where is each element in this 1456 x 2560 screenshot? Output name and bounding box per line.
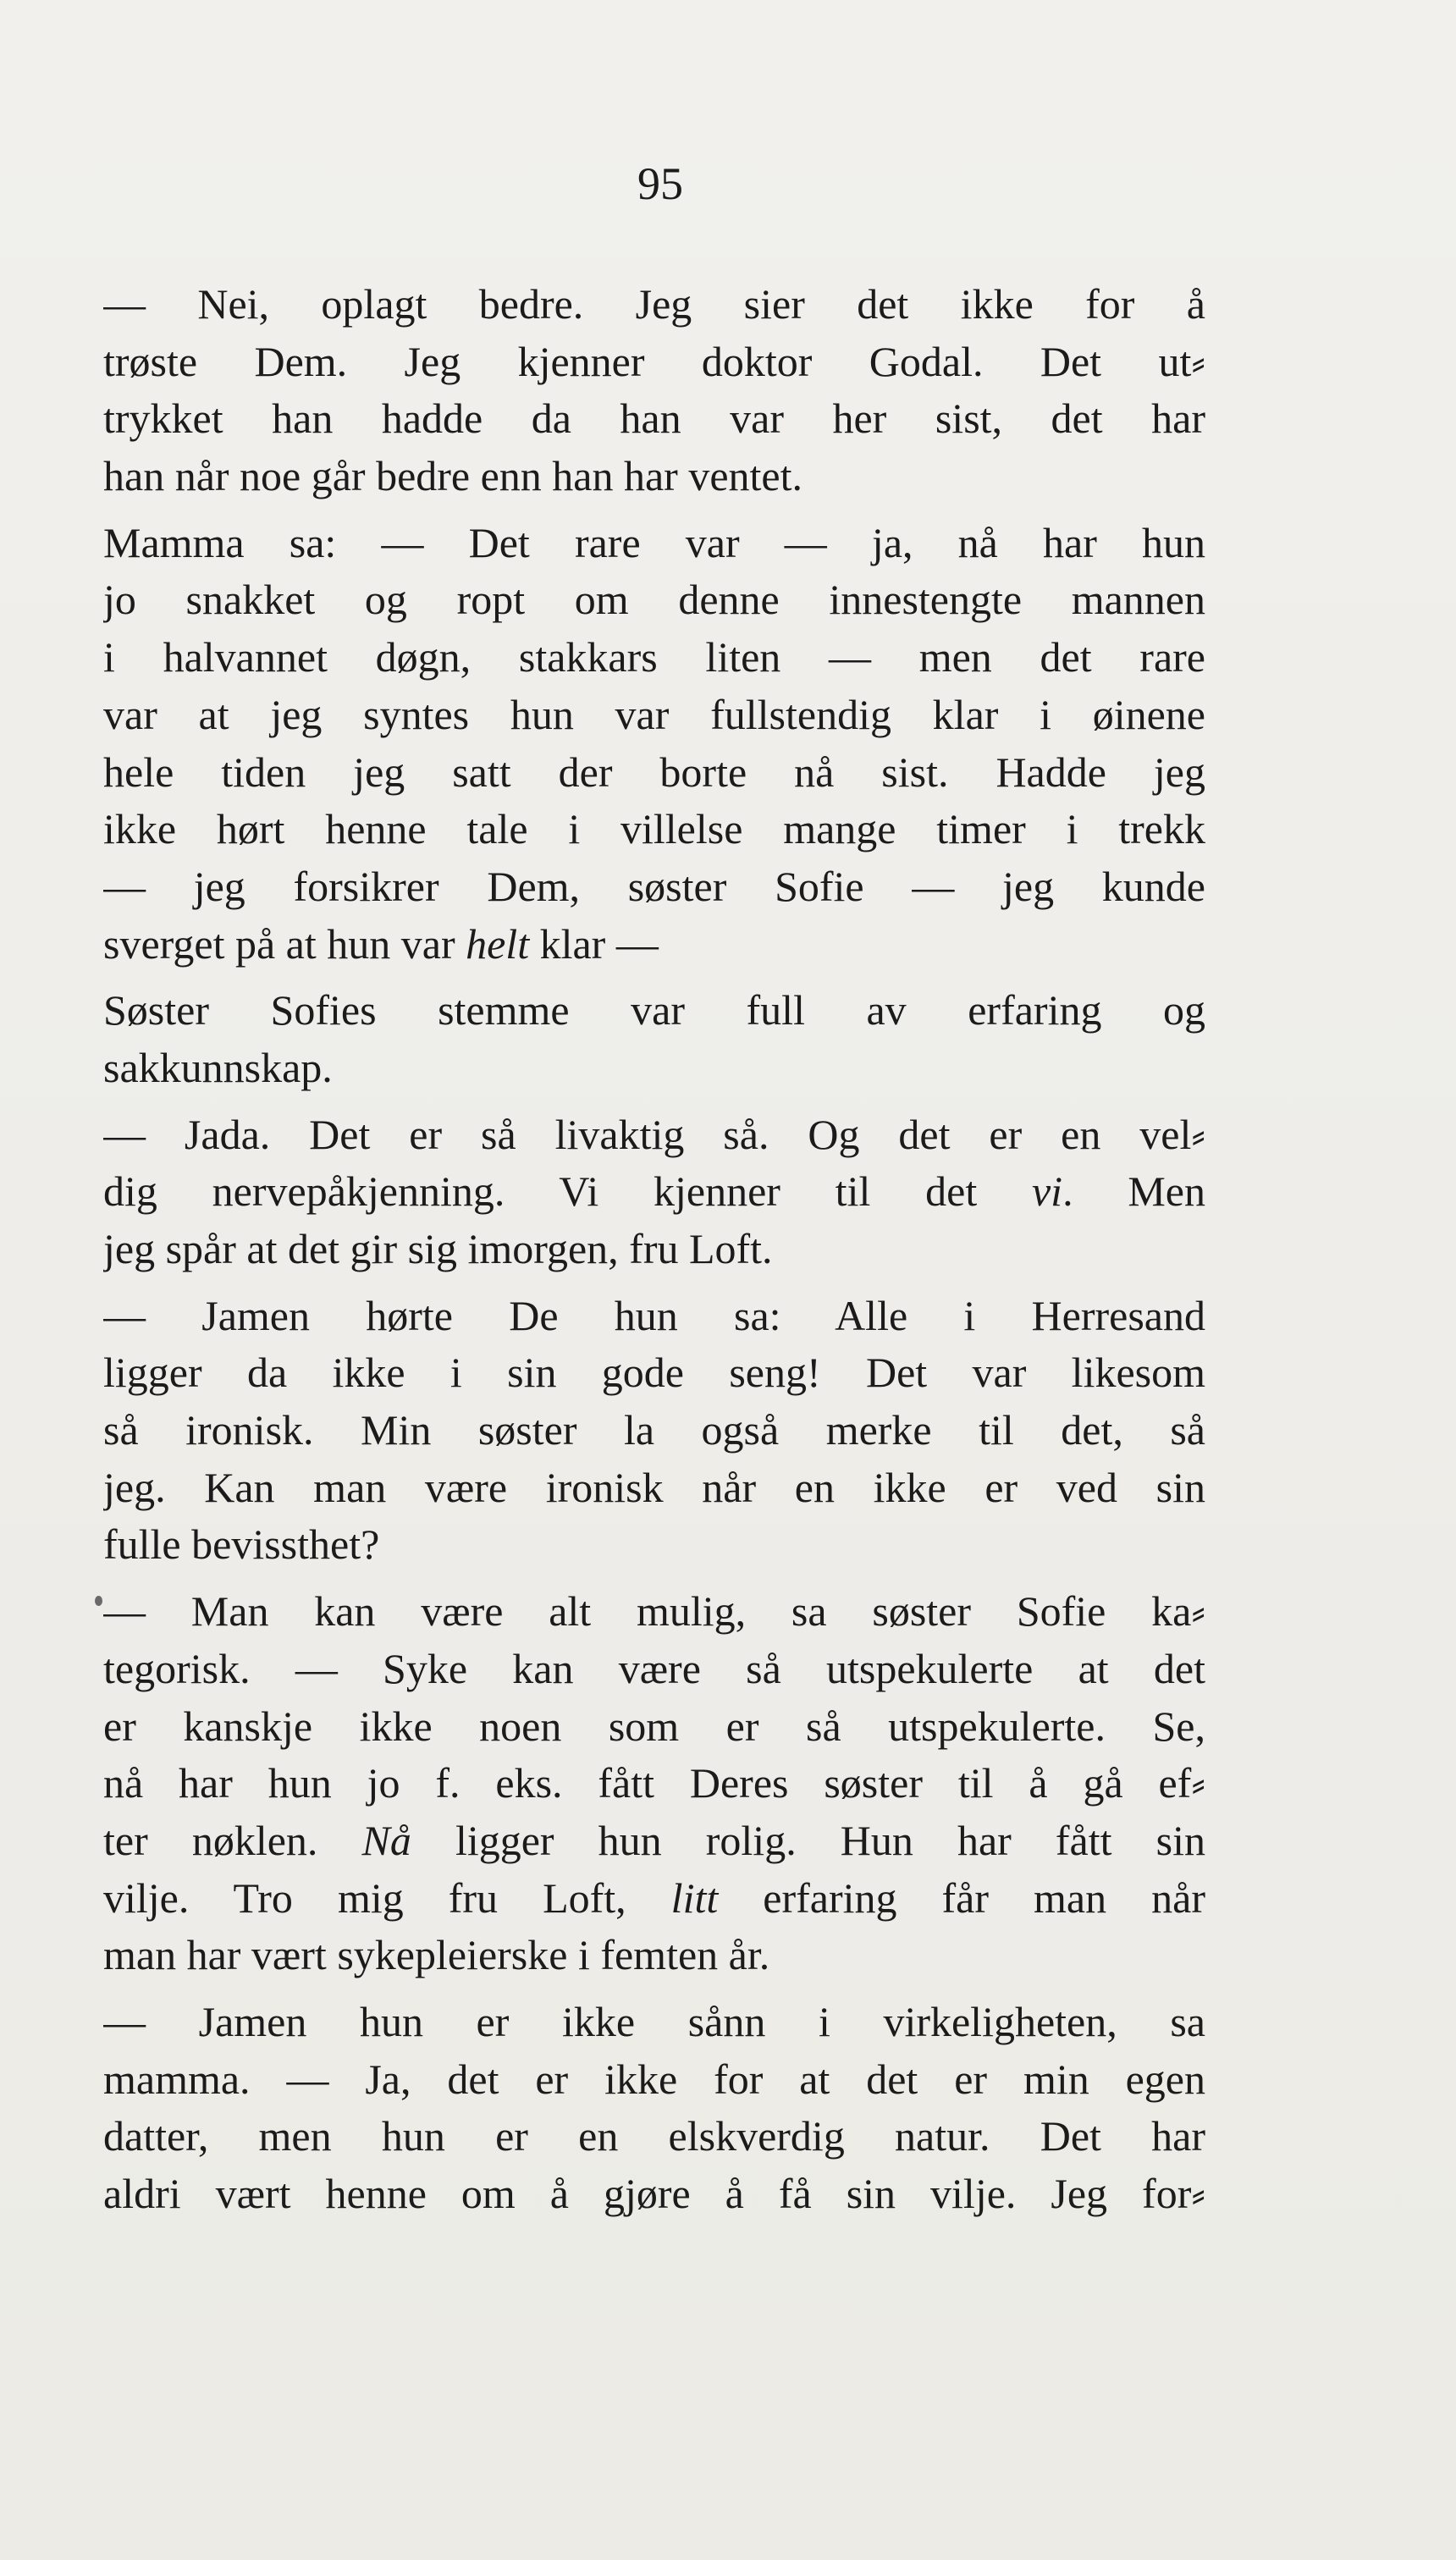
text-line: — Jada. Det er så livaktig så. Og det er en vel⸗	[103, 1110, 1205, 1158]
text-line: hele tiden jeg satt der borte nå sist. Hadde jeg	[103, 748, 1205, 796]
text-run: erfaring får man når	[718, 1873, 1205, 1922]
text-line: Mamma sa: — Det rare var — ja, nå har hun	[103, 518, 1205, 566]
text-run: vilje. Tro mig fru Loft,	[103, 1873, 671, 1922]
text-line: man har vært sykepleierske i femten år.	[103, 1931, 770, 1979]
text-line: — Man kan være alt mulig, sa søster Sofie ka⸗	[103, 1587, 1205, 1636]
text-line	[103, 1163, 1205, 1221]
text-line: fulle bevissthet?	[103, 1520, 380, 1569]
text-line: jo snakket og ropt om denne innestengte mannen	[103, 576, 1205, 624]
italic-word: Nå	[361, 1816, 411, 1864]
text-line: er kanskje ikke noen som er så utspekulerte. Se,	[103, 1702, 1205, 1750]
text-run: ter nøklen.	[103, 1816, 362, 1864]
text-line: jeg. Kan man være ironisk når en ikke er ved sin	[103, 1463, 1205, 1511]
text-line: var at jeg syntes hun var fullstendig klar i øinene	[103, 690, 1205, 738]
margin-mark	[95, 1596, 102, 1606]
text-line	[103, 1870, 1205, 1928]
text-line: trykket han hadde da han var her sist, det har	[103, 394, 1205, 443]
text-line: tegorisk. — Syke kan være så utspekulerte at det	[103, 1644, 1205, 1692]
italic-word: vi	[1031, 1167, 1063, 1216]
text-line	[103, 916, 1205, 974]
text-line: aldri vært henne om å gjøre å få sin vilje. Jeg for⸗	[103, 2170, 1205, 2217]
text-line: jeg spår at det gir sig imorgen, fru Loft.	[103, 1225, 773, 1272]
text-line: Søster Sofies stemme var full av erfaring og	[103, 986, 1205, 1034]
text-line: så ironisk. Min søster la også merke til det, så	[103, 1406, 1205, 1454]
text-line: — jeg forsikrer Dem, søster Sofie — jeg kunde	[103, 862, 1205, 910]
text-run: sverget på at hun var	[103, 919, 466, 968]
text-line: ikke hørt henne tale i villelse mange timer i trekk	[103, 805, 1205, 853]
text-run: klar —	[529, 919, 659, 968]
body-text	[103, 276, 1205, 2223]
text-run: dig nervepåkjenning. Vi kjenner til det	[103, 1167, 1032, 1216]
text-line: — Jamen hørte De hun sa: Alle i Herresand	[103, 1291, 1205, 1339]
text-line: mamma. — Ja, det er ikke for at det er min egen	[103, 2055, 1205, 2103]
text-line: han når noe går bedre enn han har ventet.	[103, 452, 803, 500]
text-line	[103, 1812, 1205, 1870]
text-line: nå har hun jo f. eks. fått Deres søster til å gå ef⸗	[103, 1759, 1205, 1807]
text-line: sakkunnskap.	[103, 1043, 333, 1091]
text-run: . Men	[1062, 1167, 1205, 1216]
text-line: trøste Dem. Jeg kjenner doktor Godal. Det ut⸗	[103, 337, 1205, 385]
text-line: — Jamen hun er ikke sånn i virkeligheten, sa	[103, 1997, 1205, 2045]
text-line: ligger da ikke i sin gode seng! Det var likesom	[103, 1349, 1205, 1397]
italic-word: helt	[466, 919, 530, 968]
text-line: i halvannet døgn, stakkars liten — men det rare	[103, 633, 1205, 681]
page-number: 95	[637, 158, 683, 209]
text-run: ligger hun rolig. Hun har fått sin	[411, 1816, 1205, 1864]
text-line: datter, men hun er en elskverdig natur. Det har	[103, 2112, 1205, 2160]
italic-word: litt	[670, 1873, 719, 1922]
text-line: — Nei, oplagt bedre. Jeg sier det ikke for å	[103, 280, 1205, 328]
